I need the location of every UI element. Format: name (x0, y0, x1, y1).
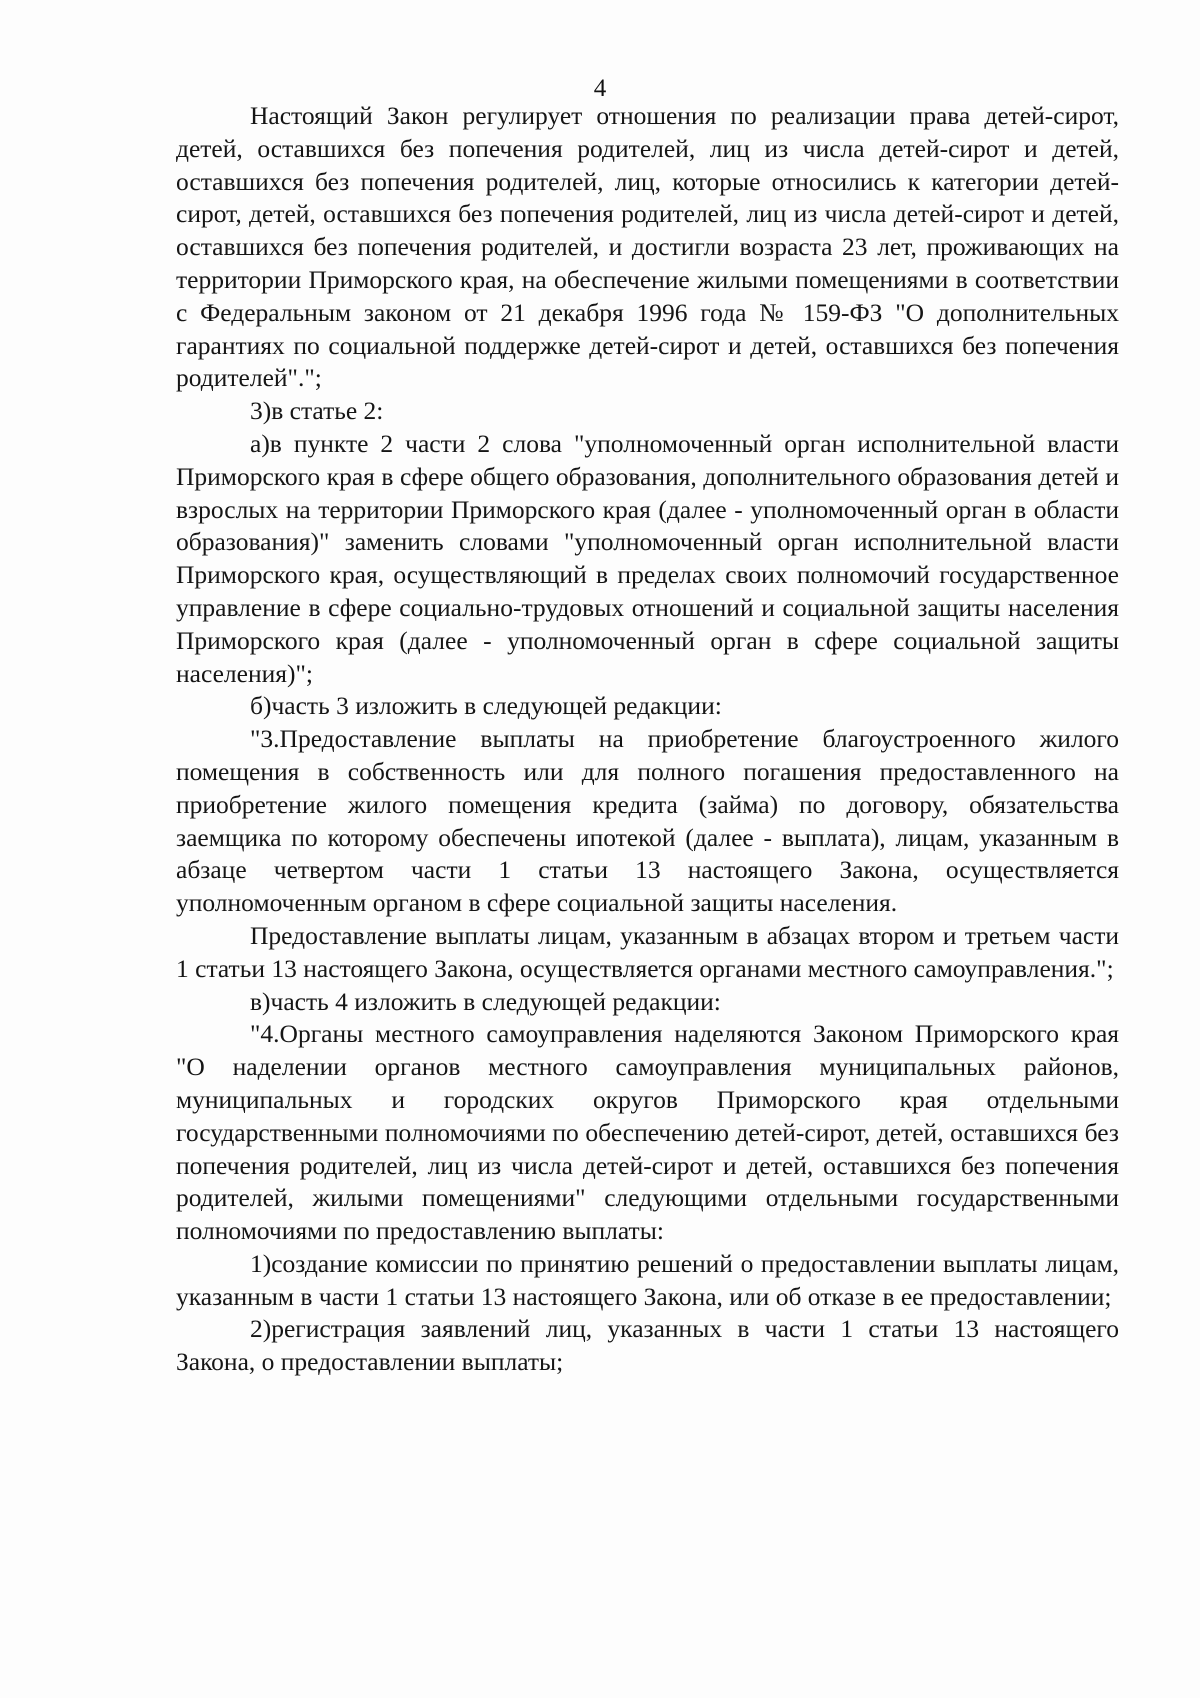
paragraph-part-3-second: Предоставление выплаты лицам, указанным в абзацах втором и третьем части 1 статьи 13 настоящего Закона, осуществляется органами местного самоуправления."; (176, 920, 1119, 983)
paragraph-subitem-2: 2)регистрация заявлений лиц, указанных в части 1 статьи 13 настоящего Закона, о предоставлении выплаты; (176, 1314, 1119, 1377)
paragraph-item-3a: а)в пункте 2 части 2 слова "уполномоченный орган исполнительной власти Приморского края в сфере общего образования, дополнительного образования детей и взрослых на территории Приморского края (далее - уполномоченный орган в области образования)" заменить словами "уполномоченный орган исполнительной власти Приморского края, осуществляющий в пределах своих полномочий государственное управление в сфере социально-трудовых отношений и социальной защиты населения Приморского края (далее - уполномоченный орган в сфере социальной защиты населения)"; (176, 428, 1119, 688)
paragraph-law-scope: Настоящий Закон регулирует отношения по реализации права детей-сирот, детей, оставшихся без попечения родителей, лиц из числа детей-сирот и детей, оставшихся без попечения родителей, лиц, которые относились к категории детей-сирот, детей, оставшихся без попечения родителей, лиц из числа детей-сирот и детей, оставшихся без попечения родителей, и достигли возраста 23 лет, проживающих на территории Приморского края, на обеспечение жилыми помещениями в соответствии с Федеральным законом от 21 декабря 1996 года № 159-ФЗ "О дополнительных гарантиях по социальной поддержке детей-сирот и детей, оставшихся без попечения родителей"."; (176, 101, 1119, 393)
paragraph-subitem-1: 1)создание комиссии по принятию решений о предоставлении выплаты лицам, указанным в части 1 статьи 13 настоящего Закона, или об отказе в ее предоставлении; (176, 1248, 1119, 1311)
paragraph-item-3v: в)часть 4 изложить в следующей редакции: (250, 986, 721, 1016)
paragraph-part-4-text: "4.Органы местного самоуправления наделяются Законом Приморского края "О наделении органов местного самоуправления муниципальных районов, муниципальных и городских округов Приморского края отдельными государственными полномочиями по обеспечению детей-сирот, детей, оставшихся без попечения родителей, лиц из числа детей-сирот и детей, оставшихся без попечения родителей, жилыми помещениями" следующими отдельными государственными полномочиями по предоставлению выплаты: (176, 1019, 1119, 1246)
paragraph-item-3b: б)часть 3 изложить в следующей редакции: (250, 691, 722, 721)
paragraph-item-3: 3)в статье 2: (250, 396, 384, 426)
paragraph-part-3-text: "3.Предоставление выплаты на приобретение благоустроенного жилого помещения в собственность или для полного погашения предоставленного на приобретение жилого помещения кредита (займа) по договору, обязательства заемщика по которому обеспечены ипотекой (далее - выплата), лицам, указанным в абзаце четвертом части 1 статьи 13 настоящего Закона, осуществляется уполномоченным органом в сфере социальной защиты населения. (176, 724, 1119, 918)
body-text (176, 100, 1119, 1379)
page-number: 4 (593, 75, 607, 102)
